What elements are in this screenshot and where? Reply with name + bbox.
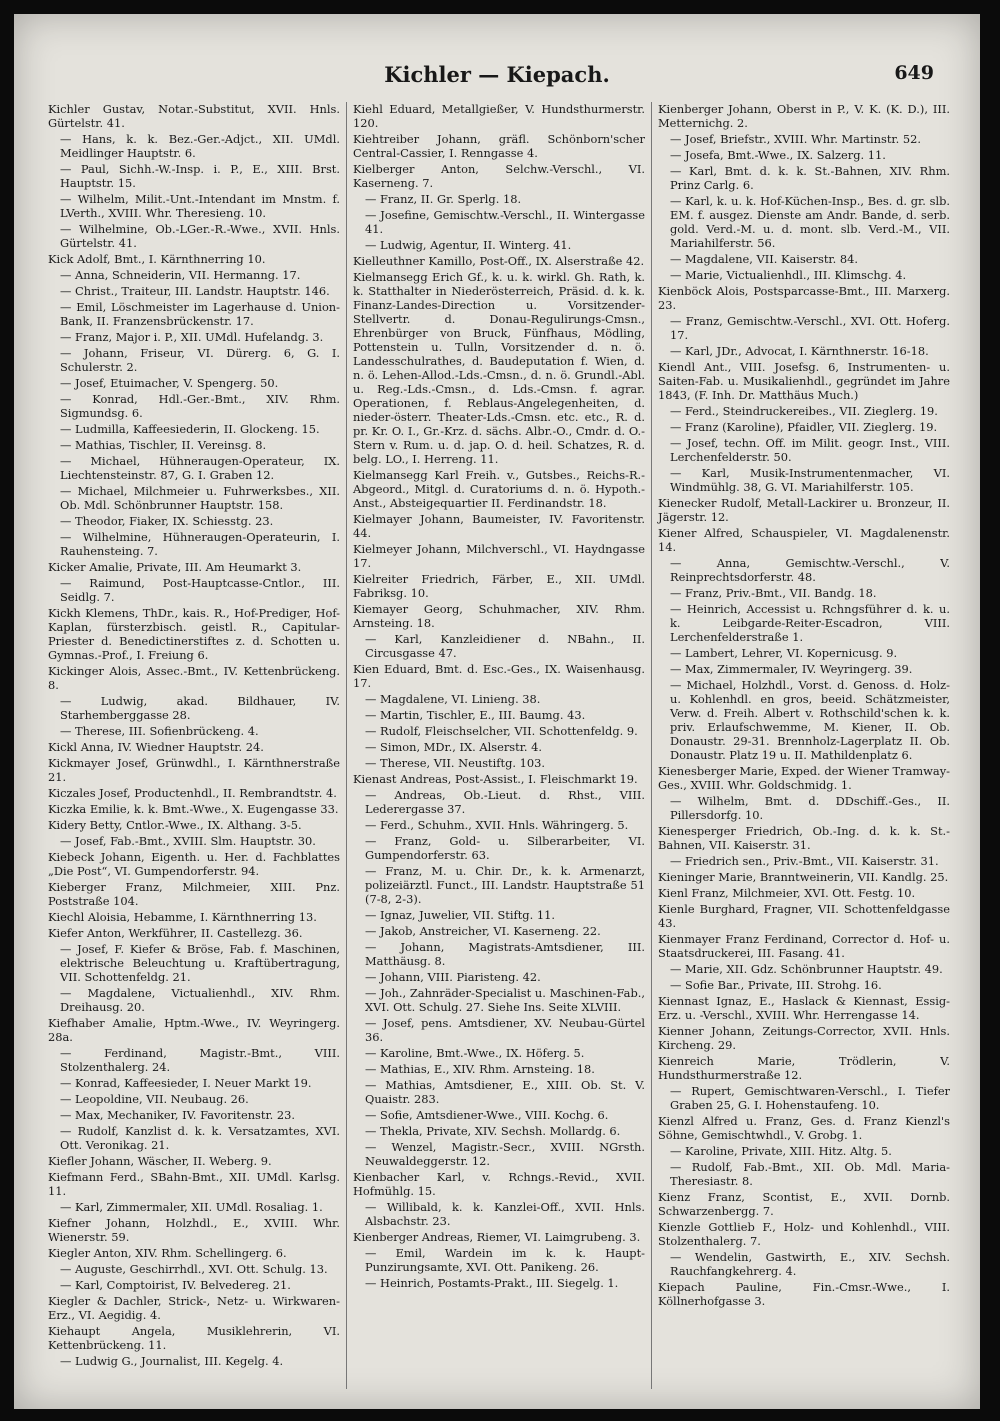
directory-entry: — Franz (Karoline), Pfaidler, VII. Zieglerg. 19.: [670, 420, 938, 434]
directory-entry: — Ludwig, akad. Bildhauer, IV. Starhemberggasse 28.: [60, 694, 340, 722]
directory-entry: — Friedrich sen., Priv.-Bmt., VII. Kaiserstr. 31.: [670, 854, 939, 868]
directory-entry: Kickh Klemens, ThDr., kais. R., Hof-Prediger, Hof-Kaplan, fürsterzbisch. geistl. R., Capitular-Priester d. Benedictinerstiftes z. d. Schotten u. Gymnas.-Prof., I. Freiung 6.: [48, 606, 340, 662]
directory-entry: — Emil, Löschmeister im Lagerhause d. Union-Bank, II. Franzensbrückenstr. 17.: [60, 300, 340, 328]
directory-entry: — Martin, Tischler, E., III. Baumg. 43.: [365, 708, 586, 722]
directory-entry: — Karl, Musik-Instrumentenmacher, VI. Windmühlg. 38, G. VI. Mariahilferstr. 105.: [670, 466, 950, 494]
directory-entry: — Rudolf, Fab.-Bmt., XII. Ob. Mdl. Maria-Theresiastr. 8.: [670, 1160, 950, 1188]
directory-entry: Kielleuthner Kamillo, Post-Off., IX. Alserstraße 42.: [353, 254, 645, 268]
directory-entry: — Karoline, Bmt.-Wwe., IX. Höferg. 5.: [365, 1046, 585, 1060]
directory-entry: — Karl, k. u. k. Hof-Küchen-Insp., Bes. d. gr. slb. EM. f. ausgez. Dienste am Andr. Bande, d. serb. gold. Verd.-M. u. d. mont. slb. Verd.-M., VII. Mariahilferstr. 56.: [670, 194, 950, 250]
directory-entry: — Paul, Sichh.-W.-Insp. i. P., E., XIII. Brst. Hauptstr. 15.: [60, 162, 340, 190]
directory-entry: Kiczales Josef, Productenhdl., II. Rembrandtstr. 4.: [48, 786, 337, 800]
directory-entry: — Ferd., Schuhm., XVII. Hnls. Währingerg. 5.: [365, 818, 629, 832]
directory-entry: Kieninger Marie, Branntweinerin, VII. Kandlg. 25.: [658, 870, 949, 884]
directory-entry: Kien Eduard, Bmt. d. Esc.-Ges., IX. Waisenhausg. 17.: [353, 662, 645, 690]
directory-entry: Kiczka Emilie, k. k. Bmt.-Wwe., X. Eugengasse 33.: [48, 802, 339, 816]
directory-entry: Kielmeyer Johann, Milchverschl., VI. Haydngasse 17.: [353, 542, 645, 570]
page-title: Kichler — Kiepach.: [384, 62, 610, 87]
directory-entry: Kienmayer Franz Ferdinand, Corrector d. Hof- u. Staatsdruckerei, III. Fasang. 41.: [658, 932, 950, 960]
directory-entry: — Josefa, Bmt.-Wwe., IX. Salzerg. 11.: [670, 148, 886, 162]
directory-entry: — Hans, k. k. Bez.-Ger.-Adjct., XII. UMdl. Meidlinger Hauptstr. 6.: [60, 132, 340, 160]
directory-entry: — Ludwig, Agentur, II. Winterg. 41.: [365, 238, 572, 252]
directory-entry: — Joh., Zahnräder-Specialist u. Maschinen-Fab., XVI. Ott. Schulg. 27. Siehe Ins. Seite XLVIII.: [365, 986, 645, 1014]
directory-entry: Kick Adolf, Bmt., I. Kärnthnerring 10.: [48, 252, 266, 266]
column-1: [42, 102, 346, 1389]
directory-entry: — Magdalene, Victualienhdl., XIV. Rhm. Dreihausg. 20.: [60, 986, 340, 1014]
directory-entry: Kienecker Rudolf, Metall-Lackirer u. Bronzeur, II. Jägerstr. 12.: [658, 496, 950, 524]
directory-entry: — Christ., Traiteur, III. Landstr. Hauptstr. 146.: [60, 284, 330, 298]
directory-entry: Kienzle Gottlieb F., Holz- und Kohlenhdl., VIII. Stolzenthalerg. 7.: [658, 1220, 950, 1248]
directory-entry: — Therese, VII. Neustiftg. 103.: [365, 756, 545, 770]
directory-entry: — Josef, techn. Off. im Milit. geogr. Inst., VIII. Lerchenfelderstr. 50.: [670, 436, 950, 464]
directory-entry: — Willibald, k. k. Kanzlei-Off., XVII. Hnls. Alsbachstr. 23.: [365, 1200, 645, 1228]
directory-entry: — Wilhelm, Bmt. d. DDschiff.-Ges., II. Pillersdorfg. 10.: [670, 794, 950, 822]
column-2: [346, 102, 651, 1389]
directory-entry: Kichler Gustav, Notar.-Substitut, XVII. Hnls. Gürtelstr. 41.: [48, 102, 340, 130]
directory-entry: — Max, Zimmermaler, IV. Weyringerg. 39.: [670, 662, 913, 676]
directory-entry: — Johann, Magistrats-Amtsdiener, III. Matthäusg. 8.: [365, 940, 645, 968]
directory-entry: Kienast Andreas, Post-Assist., I. Fleischmarkt 19.: [353, 772, 638, 786]
directory-page: [14, 14, 980, 1409]
directory-entry: Kienz Franz, Scontist, E., XVII. Dornb. Schwarzenbergg. 7.: [658, 1190, 950, 1218]
directory-entry: Kickl Anna, IV. Wiedner Hauptstr. 24.: [48, 740, 264, 754]
directory-entry: — Franz, II. Gr. Sperlg. 18.: [365, 192, 522, 206]
columns: [42, 102, 956, 1389]
directory-entry: Kiefhaber Amalie, Hptm.-Wwe., IV. Weyringerg. 28a.: [48, 1016, 340, 1044]
directory-entry: Kiefner Johann, Holzhdl., E., XVIII. Whr. Wienerstr. 59.: [48, 1216, 340, 1244]
directory-entry: Kiebeck Johann, Eigenth. u. Her. d. Fachblattes „Die Post“, VI. Gumpendorferstr. 94.: [48, 850, 340, 878]
directory-entry: — Josef, pens. Amtsdiener, XV. Neubau-Gürtel 36.: [365, 1016, 645, 1044]
directory-entry: — Thekla, Private, XIV. Sechsh. Mollardg. 6.: [365, 1124, 621, 1138]
directory-entry: — Raimund, Post-Hauptcasse-Cntlor., III. Seidlg. 7.: [60, 576, 340, 604]
directory-entry: — Franz, M. u. Chir. Dr., k. k. Armenarzt, polizeiärztl. Funct., III. Landstr. Hauptstraße 51 (7-8, 2-3).: [365, 864, 645, 906]
column-3: [651, 102, 956, 1389]
directory-entry: — Mathias, E., XIV. Rhm. Arnsteing. 18.: [365, 1062, 595, 1076]
directory-entry: — Michael, Milchmeier u. Fuhrwerksbes., XII. Ob. Mdl. Schönbrunner Hauptstr. 158.: [60, 484, 340, 512]
directory-entry: — Konrad, Kaffeesieder, I. Neuer Markt 19.: [60, 1076, 312, 1090]
directory-entry: — Auguste, Geschirrhdl., XVI. Ott. Schulg. 13.: [60, 1262, 328, 1276]
directory-entry: — Magdalene, VII. Kaiserstr. 84.: [670, 252, 858, 266]
directory-entry: Kiennast Ignaz, E., Haslack & Kiennast, Essig-Erz. u. -Verschl., XVIII. Whr. Herrengasse 14.: [658, 994, 950, 1022]
directory-entry: Kiener Alfred, Schauspieler, VI. Magdalenenstr. 14.: [658, 526, 950, 554]
directory-entry: — Ludmilla, Kaffeesiederin, II. Glockeng. 15.: [60, 422, 320, 436]
directory-entry: — Marie, XII. Gdz. Schönbrunner Hauptstr. 49.: [670, 962, 943, 976]
directory-entry: — Franz, Gemischtw.-Verschl., XVI. Ott. Hoferg. 17.: [670, 314, 950, 342]
directory-entry: — Michael, Holzhdl., Vorst. d. Genoss. d. Holz- u. Kohlenhdl. en gros, beeid. Schätzmeister, Verw. d. Freih. Albert v. Rothschild'schen k. k. priv. Erlaufschwemme, M. Kiener, II. Ob. Donaustr. 29-31. Brennholz-Lagerplatz II. Ob. Donaustr. Platz 19 u. II. Mathildenplatz 6.: [670, 678, 950, 762]
directory-entry: — Wilhelmine, Hühneraugen-Operateurin, I. Rauhensteing. 7.: [60, 530, 340, 558]
directory-entry: Kielmayer Johann, Baumeister, IV. Favoritenstr. 44.: [353, 512, 645, 540]
directory-entry: Kiegler & Dachler, Strick-, Netz- u. Wirkwaren-Erz., VI. Aegidig. 4.: [48, 1294, 340, 1322]
directory-entry: Kiefler Johann, Wäscher, II. Weberg. 9.: [48, 1154, 272, 1168]
directory-entry: — Karl, Kanzleidiener d. NBahn., II. Circusgasse 47.: [365, 632, 645, 660]
directory-entry: — Rudolf, Kanzlist d. k. k. Versatzamtes, XVI. Ott. Veronikag. 21.: [60, 1124, 340, 1152]
directory-entry: — Ludwig G., Journalist, III. Kegelg. 4.: [60, 1354, 284, 1368]
directory-entry: — Johann, Friseur, VI. Dürerg. 6, G. I. Schulerstr. 2.: [60, 346, 340, 374]
directory-entry: Kienle Burghard, Fragner, VII. Schottenfeldgasse 43.: [658, 902, 950, 930]
page-number: 649: [894, 62, 934, 84]
directory-entry: Kienesperger Friedrich, Ob.-Ing. d. k. k. St.-Bahnen, VII. Kaiserstr. 31.: [658, 824, 950, 852]
directory-entry: Kiefmann Ferd., SBahn-Bmt., XII. UMdl. Karlsg. 11.: [48, 1170, 340, 1198]
directory-entry: — Sofie, Amtsdiener-Wwe., VIII. Kochg. 6.: [365, 1108, 609, 1122]
directory-entry: — Karl, JDr., Advocat, I. Kärnthnerstr. 16-18.: [670, 344, 929, 358]
directory-entry: Kiechl Aloisia, Hebamme, I. Kärnthnerring 13.: [48, 910, 317, 924]
directory-entry: Kiehl Eduard, Metallgießer, V. Hundsthurmerstr. 120.: [353, 102, 645, 130]
directory-entry: — Lambert, Lehrer, VI. Kopernicusg. 9.: [670, 646, 898, 660]
directory-entry: — Karoline, Private, XIII. Hitz. Altg. 5.: [670, 1144, 892, 1158]
directory-entry: — Josef, Briefstr., XVIII. Whr. Martinstr. 52.: [670, 132, 921, 146]
directory-entry: — Therese, III. Sofienbrückeng. 4.: [60, 724, 259, 738]
directory-entry: — Jakob, Anstreicher, VI. Kaserneng. 22.: [365, 924, 601, 938]
directory-entry: Kielberger Anton, Selchw.-Verschl., VI. Kaserneng. 7.: [353, 162, 645, 190]
directory-entry: — Franz, Priv.-Bmt., VII. Bandg. 18.: [670, 586, 877, 600]
directory-entry: — Ferdinand, Magistr.-Bmt., VIII. Stolzenthalerg. 24.: [60, 1046, 340, 1074]
directory-entry: Kiegler Anton, XIV. Rhm. Schellingerg. 6.: [48, 1246, 287, 1260]
directory-entry: Kickinger Alois, Assec.-Bmt., IV. Kettenbrückeng. 8.: [48, 664, 340, 692]
directory-entry: Kienreich Marie, Trödlerin, V. Hundsthurmerstraße 12.: [658, 1054, 950, 1082]
directory-entry: — Marie, Victualienhdl., III. Klimschg. 4.: [670, 268, 907, 282]
directory-entry: — Josefine, Gemischtw.-Verschl., II. Wintergasse 41.: [365, 208, 645, 236]
directory-entry: — Karl, Bmt. d. k. k. St.-Bahnen, XIV. Rhm. Prinz Carlg. 6.: [670, 164, 950, 192]
directory-entry: Kiefer Anton, Werkführer, II. Castellezg. 36.: [48, 926, 303, 940]
directory-entry: — Karl, Comptoirist, IV. Belvedereg. 21.: [60, 1278, 291, 1292]
directory-entry: — Mathias, Amtsdiener, E., XIII. Ob. St. V. Quaistr. 283.: [365, 1078, 645, 1106]
directory-entry: — Emil, Wardein im k. k. Haupt-Punzirungsamte, XVI. Ott. Panikeng. 26.: [365, 1246, 645, 1274]
directory-entry: — Max, Mechaniker, IV. Favoritenstr. 23.: [60, 1108, 295, 1122]
directory-entry: — Andreas, Ob.-Lieut. d. Rhst., VIII. Lederergasse 37.: [365, 788, 645, 816]
directory-entry: Kiehaupt Angela, Musiklehrerin, VI. Kettenbrückeng. 11.: [48, 1324, 340, 1352]
directory-entry: — Josef, Etuimacher, V. Spengerg. 50.: [60, 376, 279, 390]
directory-entry: Kielreiter Friedrich, Färber, E., XII. UMdl. Fabriksg. 10.: [353, 572, 645, 600]
directory-entry: — Wilhelm, Milit.-Unt.-Intendant im Mnstm. f. LVerth., XVIII. Whr. Theresieng. 10.: [60, 192, 340, 220]
directory-entry: — Karl, Zimmermaler, XII. UMdl. Rosaliag. 1.: [60, 1200, 323, 1214]
directory-entry: Kickmayer Josef, Grünwdhl., I. Kärnthnerstraße 21.: [48, 756, 340, 784]
directory-entry: — Rupert, Gemischtwaren-Verschl., I. Tiefer Graben 25, G. I. Hohenstaufeng. 10.: [670, 1084, 950, 1112]
directory-entry: — Franz, Major i. P., XII. UMdl. Hufelandg. 3.: [60, 330, 324, 344]
directory-entry: — Wenzel, Magistr.-Secr., XVIII. NGrsth. Neuwaldeggerstr. 12.: [365, 1140, 645, 1168]
directory-entry: — Franz, Gold- u. Silberarbeiter, VI. Gumpendorferstr. 63.: [365, 834, 645, 862]
directory-entry: Kiehtreiber Johann, gräfl. Schönborn'scher Central-Cassier, I. Renngasse 4.: [353, 132, 645, 160]
directory-entry: Kienbacher Karl, v. Rchngs.-Revid., XVII. Hofmühlg. 15.: [353, 1170, 645, 1198]
directory-entry: Kielmansegg Karl Freih. v., Gutsbes., Reichs-R.-Abgeord., Mitgl. d. Curatoriums d. n. ö. Hypoth.-Anst., Absteigequartier II. Ferdinandstr. 18.: [353, 468, 645, 510]
directory-entry: — Heinrich, Postamts-Prakt., III. Siegelg. 1.: [365, 1276, 619, 1290]
directory-entry: Kienner Johann, Zeitungs-Corrector, XVII. Hnls. Kircheng. 29.: [658, 1024, 950, 1052]
directory-entry: Kienzl Alfred u. Franz, Ges. d. Franz Kienzl's Söhne, Gemischtwhdl., V. Grobg. 1.: [658, 1114, 950, 1142]
directory-entry: — Simon, MDr., IX. Alserstr. 4.: [365, 740, 543, 754]
directory-entry: — Anna, Gemischtw.-Verschl., V. Reinprechtsdorferstr. 48.: [670, 556, 950, 584]
directory-entry: — Ferd., Steindruckereibes., VII. Zieglerg. 19.: [670, 404, 938, 418]
directory-entry: Kicker Amalie, Private, III. Am Heumarkt 3.: [48, 560, 302, 574]
directory-entry: Kienesberger Marie, Exped. der Wiener Tramway-Ges., XVIII. Whr. Goldschmidg. 1.: [658, 764, 950, 792]
directory-entry: — Sofie Bar., Private, III. Strohg. 16.: [670, 978, 882, 992]
directory-entry: — Mathias, Tischler, II. Vereinsg. 8.: [60, 438, 267, 452]
directory-entry: — Anna, Schneiderin, VII. Hermanng. 17.: [60, 268, 301, 282]
directory-entry: — Konrad, Hdl.-Ger.-Bmt., XIV. Rhm. Sigmundsg. 6.: [60, 392, 340, 420]
directory-entry: — Theodor, Fiaker, IX. Schiesstg. 23.: [60, 514, 274, 528]
directory-entry: Kieberger Franz, Milchmeier, XIII. Pnz. Poststraße 104.: [48, 880, 340, 908]
directory-entry: Kiepach Pauline, Fin.-Cmsr.-Wwe., I. Köllnerhofgasse 3.: [658, 1280, 950, 1308]
directory-entry: — Wendelin, Gastwirth, E., XIV. Sechsh. Rauchfangkehrerg. 4.: [670, 1250, 950, 1278]
directory-entry: — Michael, Hühneraugen-Operateur, IX. Liechtensteinstr. 87, G. I. Graben 12.: [60, 454, 340, 482]
directory-entry: — Wilhelmine, Ob.-LGer.-R.-Wwe., XVII. Hnls. Gürtelstr. 41.: [60, 222, 340, 250]
directory-entry: Kienl Franz, Milchmeier, XVI. Ott. Festg. 10.: [658, 886, 916, 900]
directory-entry: — Rudolf, Fleischselcher, VII. Schottenfeldg. 9.: [365, 724, 638, 738]
directory-entry: — Heinrich, Accessist u. Rchngsführer d. k. u. k. Leibgarde-Reiter-Escadron, VIII. Lerchenfelderstraße 1.: [670, 602, 950, 644]
directory-entry: — Ignaz, Juwelier, VII. Stiftg. 11.: [365, 908, 555, 922]
directory-entry: Kielmansegg Erich Gf., k. u. k. wirkl. Gh. Rath, k. k. Statthalter in Niederösterreich, Präsid. d. k. k. Finanz-Landes-Direction u. Vorsitzender-Stellvertr. d. Donau-Regulirungs-Cmsn., Ehrenbürger von Bruck, Fünfhaus, Mödling, Pottenstein u. Tulln, Vorsitzender d. n. ö. Landesschulrathes, d. Baudeputation f. Wien, d. n. ö. Lehen-Allod.-Lds.-Cmsn., d. n. ö. Grundl.-Abl. u. Reg.-Lds.-Cmsn., d. Lds.-Cmsn. f. agrar. Operationen, f. Reblaus-Angelegenheiten, d. nieder-österr. Theater-Lds.-Cmsn. etc. etc., R. d. pr. Kr. O. I., Gr.-Krz. d. sächs. Albr.-O., Cmdr. d. O.-Stern v. Rum. u. d. jap. O. d. heil. Schatzes, R. d. belg. LO., I. Herreng. 11.: [353, 270, 645, 466]
directory-entry: — Leopoldine, VII. Neubaug. 26.: [60, 1092, 249, 1106]
directory-entry: — Josef, Fab.-Bmt., XVIII. Slm. Hauptstr. 30.: [60, 834, 316, 848]
directory-entry: — Magdalene, VI. Linieng. 38.: [365, 692, 541, 706]
directory-entry: — Johann, VIII. Piaristeng. 42.: [365, 970, 541, 984]
directory-entry: Kienböck Alois, Postsparcasse-Bmt., III. Marxerg. 23.: [658, 284, 950, 312]
directory-entry: Kienberger Andreas, Riemer, VI. Laimgrubeng. 3.: [353, 1230, 641, 1244]
directory-entry: Kidery Betty, Cntlor.-Wwe., IX. Althang. 3-5.: [48, 818, 302, 832]
directory-entry: — Josef, F. Kiefer & Bröse, Fab. f. Maschinen, elektrische Beleuchtung u. Kraftübertragung, VII. Schottenfeldg. 21.: [60, 942, 340, 984]
directory-entry: Kiendl Ant., VIII. Josefsg. 6, Instrumenten- u. Saiten-Fab. u. Musikalienhdl., gegründet im Jahre 1843, (F. Inh. Dr. Matthäus Much.): [658, 360, 950, 402]
page-header: [14, 62, 980, 98]
directory-entry: Kienberger Johann, Oberst in P., V. K. (K. D.), III. Metternichg. 2.: [658, 102, 950, 130]
directory-entry: Kiemayer Georg, Schuhmacher, XIV. Rhm. Arnsteing. 18.: [353, 602, 645, 630]
